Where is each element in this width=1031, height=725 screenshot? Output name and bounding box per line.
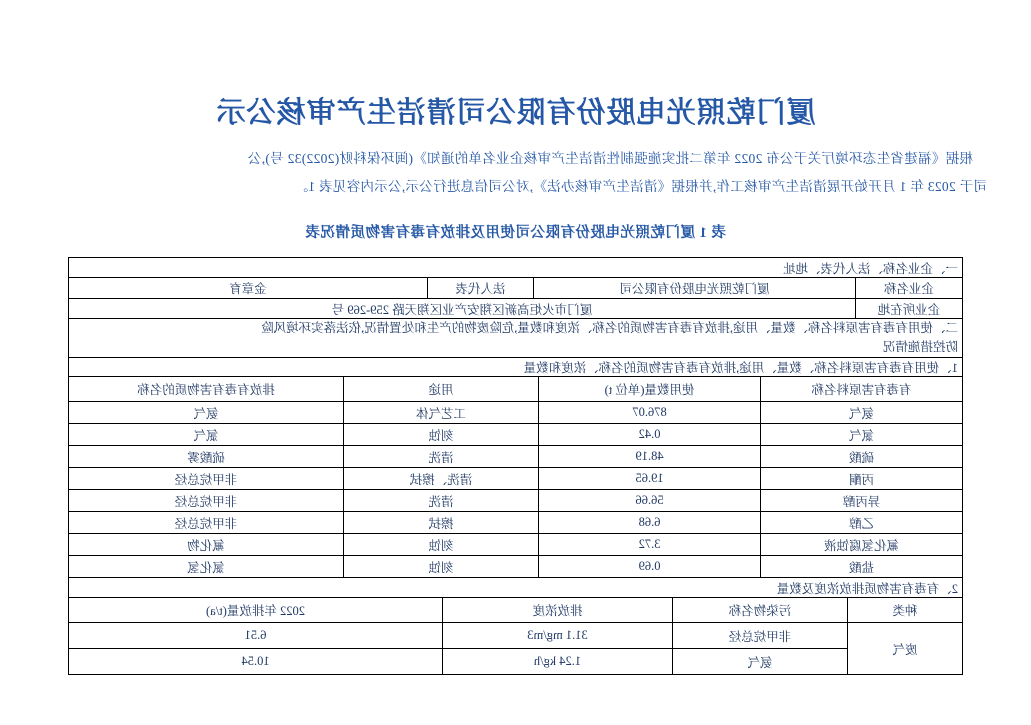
usage-quantity: 19.65 <box>539 468 761 490</box>
usage-pollutant: 非甲烷总烃 <box>68 490 343 512</box>
legal-rep-label: 法人代表 <box>428 278 534 299</box>
usage-pollutant: 硫酸雾 <box>68 446 343 468</box>
table-row <box>68 402 962 424</box>
usage-material: 硫酸 <box>761 446 963 468</box>
usage-quantity: 3.72 <box>539 534 761 556</box>
emission-header-category: 种类 <box>848 598 963 623</box>
table-row <box>68 490 962 512</box>
usage-purpose: 刻蚀 <box>344 534 539 556</box>
emission-amount: 10.54 <box>68 649 442 675</box>
section2-heading <box>68 319 962 358</box>
usage-material: 氨气 <box>761 402 963 424</box>
usage-material: 盐酸 <box>761 556 963 578</box>
address-label: 企业所在地 <box>856 299 963 319</box>
address-value: 厦门市火炬高新区翔安产业区翔天路 259-269 号 <box>68 299 855 319</box>
company-name-value: 厦门乾照光电股份有限公司 <box>534 278 856 299</box>
intro-line-1: 根据《福建省生态环境厅关于公布 2022 年第二批实施强制性清洁生产审核企业名单的通知》(闽环保科财(2022)32 号),公 <box>247 151 973 166</box>
emission-pollutant: 非甲烷总烃 <box>673 623 848 649</box>
legal-rep-value: 金章育 <box>68 278 427 299</box>
emission-subtitle: 2、有毒有害物质排放浓度及数量 <box>68 578 962 598</box>
usage-pollutant: 氟化物 <box>68 534 343 556</box>
usage-pollutant: 氯气 <box>68 424 343 446</box>
emission-header-pollutant: 污染物名称 <box>673 598 848 623</box>
usage-purpose: 清洗、擦拭 <box>344 468 539 490</box>
emission-header-concentration: 排放浓度 <box>443 598 673 623</box>
table-caption: 表 1 厦门乾照光电股份有限公司使用及排放有毒有害物质情况表 <box>305 225 726 241</box>
usage-material: 丙酮 <box>761 468 963 490</box>
intro-paragraph <box>44 145 987 201</box>
table-row <box>68 424 962 446</box>
usage-pollutant: 氯化氢 <box>68 556 343 578</box>
usage-material: 乙醇 <box>761 512 963 534</box>
section2-line2: 防控措施情况 <box>882 340 958 354</box>
usage-quantity: 0.42 <box>539 424 761 446</box>
usage-purpose: 擦拭 <box>344 512 539 534</box>
page-title: 厦门乾照光电股份有限公司清洁生产审核公示 <box>215 97 816 129</box>
table-row <box>68 649 962 675</box>
table-row <box>68 534 962 556</box>
usage-table <box>68 318 963 578</box>
emission-concentration: 1.24 kg/h <box>443 649 673 675</box>
usage-header-quantity: 使用数量(单位 t) <box>539 377 761 402</box>
company-name-label: 企业名称 <box>856 278 963 299</box>
usage-purpose: 刻蚀 <box>344 556 539 578</box>
table-row <box>68 512 962 534</box>
intro-line-2: 司于 2023 年 1 月开始开展清洁生产审核工作,并根据《清洁生产审核办法》,对公司信息进行公示,公示内容见表 1。 <box>294 179 987 194</box>
emission-table <box>68 577 963 675</box>
company-info-table <box>68 257 963 319</box>
emission-amount: 6.51 <box>68 623 442 649</box>
usage-quantity: 6.68 <box>539 512 761 534</box>
usage-pollutant: 氨气 <box>68 402 343 424</box>
usage-quantity: 48.19 <box>539 446 761 468</box>
table-row <box>68 468 962 490</box>
hazard-table <box>69 257 963 675</box>
emission-header-amount: 2022 年排放量(t/a) <box>68 598 442 623</box>
usage-material: 氟化氢腐蚀液 <box>761 534 963 556</box>
usage-material: 氯气 <box>761 424 963 446</box>
section1-heading: 一、企业名称、法人代表、地址 <box>68 258 962 278</box>
usage-material: 异丙醇 <box>761 490 963 512</box>
usage-header-material: 有毒有害原料名称 <box>761 377 963 402</box>
usage-quantity: 0.69 <box>539 556 761 578</box>
usage-quantity: 876.07 <box>539 402 761 424</box>
table-row <box>68 446 962 468</box>
usage-pollutant: 非甲烷总烃 <box>68 468 343 490</box>
table-row <box>68 623 962 649</box>
emission-concentration: 31.1 mg/m3 <box>443 623 673 649</box>
usage-header-purpose: 用途 <box>344 377 539 402</box>
emission-category: 废气 <box>848 623 963 675</box>
usage-pollutant: 非甲烷总烃 <box>68 512 343 534</box>
usage-subtitle: 1、使用有毒有害原料名称、数量、用途,排放有毒有害物质的名称、浓度和数量 <box>68 358 962 377</box>
table-row <box>68 556 962 578</box>
usage-quantity: 56.66 <box>539 490 761 512</box>
section2-line1: 二、使用有毒有害原料名称、数量、用途,排放有毒有害物质的名称、浓度和数量,危险废物的产生和处置情况,依法落实环境风险 <box>261 321 958 335</box>
emission-pollutant: 氨气 <box>673 649 848 675</box>
usage-header-pollutant: 排放有毒有害物质的名称 <box>68 377 343 402</box>
usage-purpose: 清洗 <box>344 446 539 468</box>
usage-purpose: 工艺气体 <box>344 402 539 424</box>
usage-purpose: 刻蚀 <box>344 424 539 446</box>
usage-purpose: 清洗 <box>344 490 539 512</box>
